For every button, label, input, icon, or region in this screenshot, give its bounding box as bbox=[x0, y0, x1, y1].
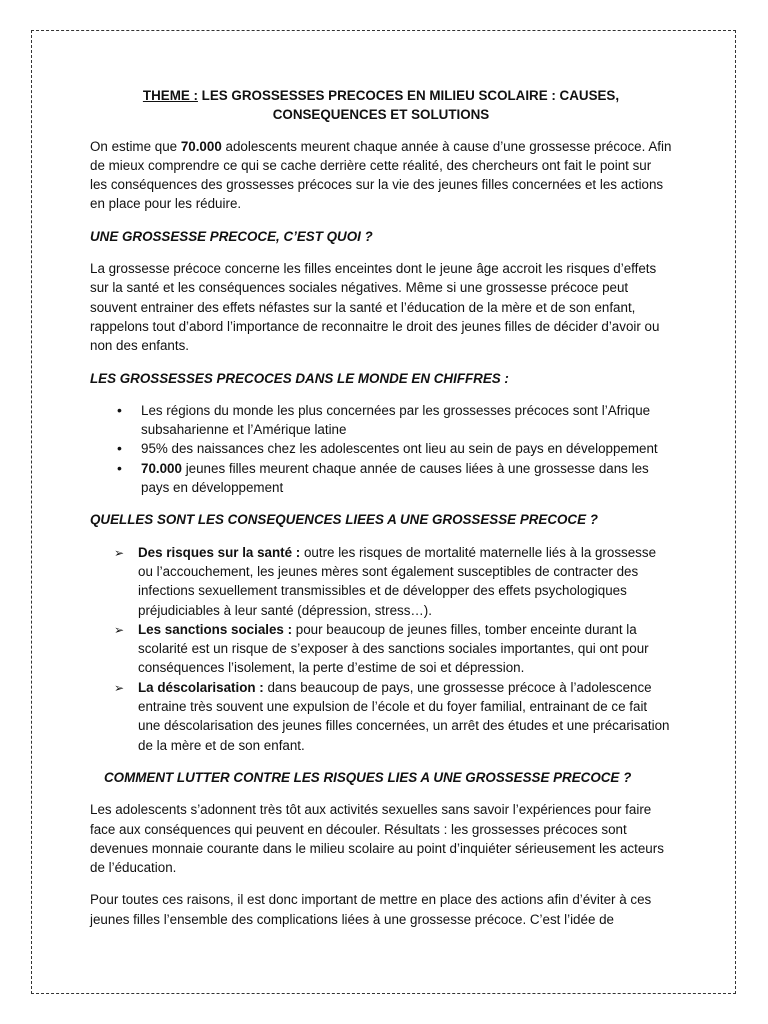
section-heading-consequences: QUELLES SONT LES CONSEQUENCES LIEES A UNE GROSSESSE PRECOCE ? bbox=[90, 512, 598, 528]
section-heading-statistics: LES GROSSESSES PRECOCES DANS LE MONDE EN CHIFFRES : bbox=[90, 370, 509, 386]
section-heading-definition: UNE GROSSESSE PRECOCE, C’EST QUOI ? bbox=[90, 228, 373, 244]
list-item: ➢ Des risques sur la santé : outre les risques de mortalité maternelle liés à la grossesse ou l’accouchement, les jeunes mères sont également susceptibles de contracter des infections sexuellement transmissibles et de développer des effets psychologiques préjudiciables à leur santé (dépression, stress…). bbox=[114, 544, 657, 618]
list-item: • Les régions du monde les plus concernées par les grossesses précoces sont l’Afrique subsaharienne et l’Amérique latine bbox=[117, 401, 651, 438]
document-title bbox=[90, 86, 672, 125]
arrow-bullet-icon: ➢ bbox=[114, 622, 125, 637]
definition-paragraph: La grossesse précoce concerne les filles enceintes dont le jeune âge accroit les risques d’effets sur la santé et les conséquences sociales négatives. Même si une grossesse précoce peut souvent entrainer des effets néfastes sur la santé et l’éducation de la mère et de son enfant, rappelons tout d’abord l’importance de reconnaitre le droit des jeunes filles de décider d’avoir ou non des enfants. bbox=[90, 261, 660, 354]
bullet-icon: • bbox=[117, 459, 122, 476]
consequences-list bbox=[90, 543, 672, 755]
intro-bold-number: 70.000 bbox=[180, 138, 222, 154]
document-body bbox=[90, 86, 672, 942]
solutions-paragraph-1: Les adolescents s’adonnent très tôt aux activités sexuelles sans savoir l’expériences pour faire face aux conséquences qui peuvent en découler. Résultats : les grossesses précoces sont devenues monnaie courante dans le milieu scolaire au point d’inquiéter sérieusement les acteurs de l’éducation. bbox=[90, 802, 664, 876]
solutions-paragraph-2: Pour toutes ces raisons, il est donc important de mettre en place des actions afin d’éviter à ces jeunes filles l’ensemble des complications liées à une grossesse précoce. C’est l’idée de bbox=[90, 892, 652, 927]
list-item: • 95% des naissances chez les adolescentes ont lieu au sein de pays en développement bbox=[141, 439, 672, 458]
bullet-icon: • bbox=[117, 401, 122, 418]
intro-paragraph: On estime que 70.000 adolescents meurent chaque année à cause d’une grossesse précoce. Afin de mieux comprendre ce qui se cache derrière cette réalité, des chercheurs ont fait le point sur les conséquences des grossesses précoces sur la vie des jeunes filles concernées et les actions en place pour les réduire. bbox=[90, 138, 672, 212]
theme-label: THEME : bbox=[142, 88, 198, 103]
arrow-bullet-icon: ➢ bbox=[114, 545, 125, 560]
list-item: ➢ La déscolarisation : dans beaucoup de pays, une grossesse précoce à l’adolescence entraine très souvent une expulsion de l’école et du foyer familial, entrainant de ce fait une déscolarisation des jeunes filles concernées, un arrêt des études et une précarisation de la mère et de son enfant. bbox=[114, 679, 670, 753]
section-heading-solutions: COMMENT LUTTER CONTRE LES RISQUES LIES A UNE GROSSESSE PRECOCE ? bbox=[104, 769, 632, 785]
title-text: LES GROSSESSES PRECOCES EN MILIEU SCOLAIRE : CAUSES, CONSEQUENCES ET SOLUTIONS bbox=[197, 88, 620, 123]
arrow-bullet-icon: ➢ bbox=[114, 680, 125, 695]
bullet-icon: • bbox=[117, 440, 122, 457]
statistics-list bbox=[90, 401, 672, 497]
list-item: ➢ Les sanctions sociales : pour beaucoup de jeunes filles, tomber enceinte durant la scolarité est un risque de s’exposer à des sanctions sociales importantes, qui ont pour conséquences l’isolement, la perte d’estime de soi et dépression. bbox=[114, 621, 649, 676]
list-item: • 70.000 jeunes filles meurent chaque année de causes liées à une grossesse dans les pays en développement bbox=[117, 459, 649, 496]
